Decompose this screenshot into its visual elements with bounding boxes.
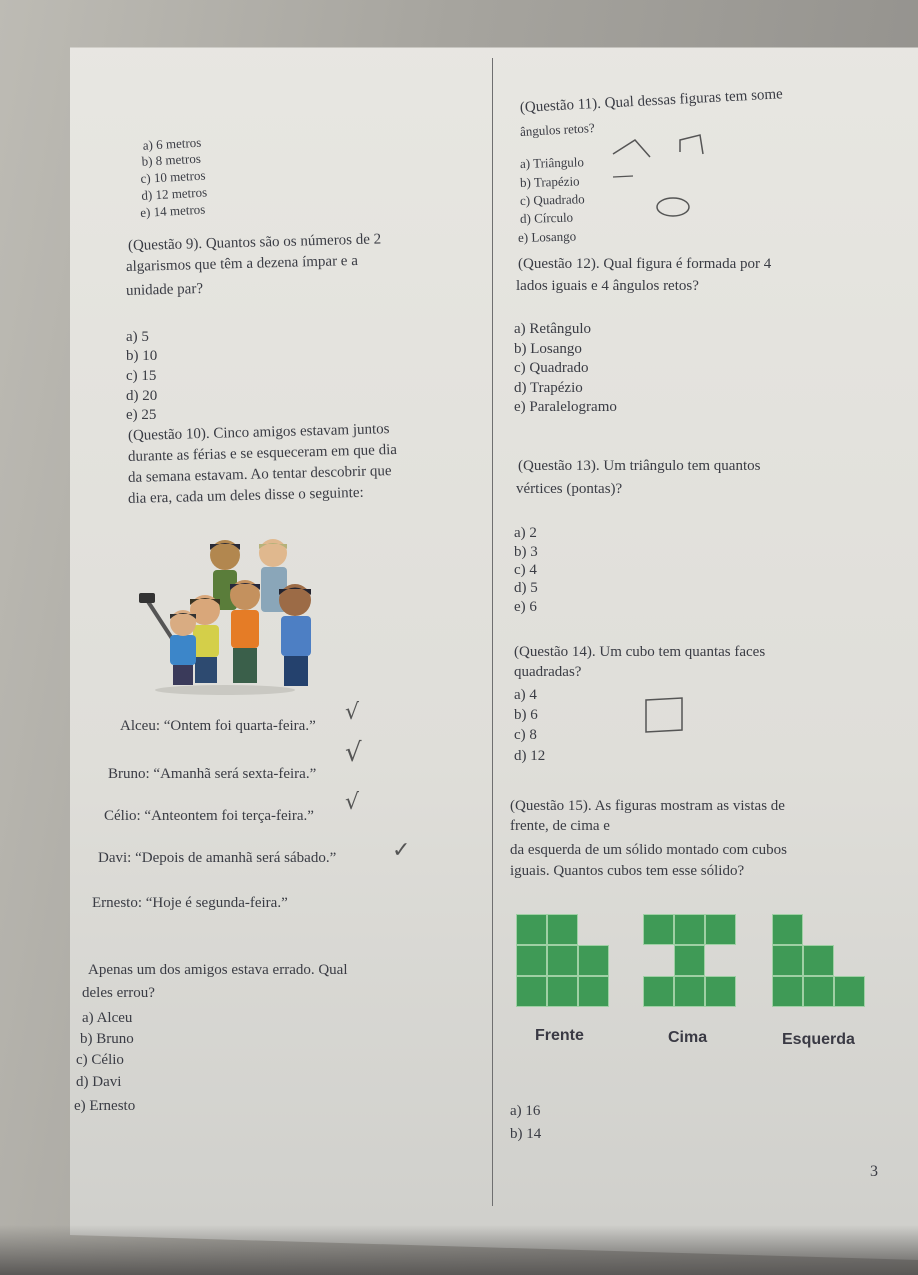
cube-face-square: [803, 945, 834, 976]
option: b) 6: [514, 707, 538, 723]
option: d) 12: [514, 748, 546, 764]
question-text: (Questão 10). Cinco amigos estavam juntos: [127, 421, 390, 444]
option: e) 6: [514, 599, 537, 615]
view-label-top: Cima: [668, 1029, 708, 1046]
option: a) 2: [514, 525, 537, 541]
cube-face-square: [643, 914, 674, 945]
friends-selfie-illustration: [135, 535, 325, 695]
cube-face-square: [516, 914, 547, 945]
option: b) Losango: [514, 341, 582, 357]
option: e) Ernesto: [74, 1098, 136, 1114]
cube-face-square: [803, 976, 834, 1007]
option: e) 14 metros: [139, 201, 206, 220]
option: c) 4: [514, 562, 537, 578]
question-text: (Questão 12). Qual figura é formada por 4: [518, 256, 772, 272]
cube-face-square: [772, 945, 803, 976]
cube-face-square: [772, 976, 803, 1007]
checkmark-icon: √: [345, 738, 362, 768]
cube-sketch-icon: [640, 690, 690, 735]
cube-face-square: [772, 914, 803, 945]
circle-icon: [657, 198, 689, 216]
option: b) Bruno: [80, 1031, 134, 1047]
question-text: da semana estavam. Ao tentar descobrir que: [127, 463, 392, 486]
checkmark-icon: √: [345, 790, 360, 815]
option: c) Célio: [76, 1052, 124, 1068]
question-text: algarismos que têm a dezena ímpar e a: [125, 252, 359, 275]
trapezoid-icon: [680, 135, 703, 154]
question-text: durante as férias e se esqueceram em que dia: [127, 441, 398, 465]
question-text: (Questão 11). Qual dessas figuras tem some: [519, 86, 784, 116]
option: b) 14: [510, 1126, 542, 1142]
option: c) Quadrado: [514, 360, 589, 376]
option: d) Trapézio: [514, 380, 583, 396]
statement-davi: Davi: “Depois de amanhã será sábado.”: [98, 850, 337, 866]
page-number: 3: [870, 1163, 878, 1180]
question-text: (Questão 15). As figuras mostram as vistas de: [510, 798, 785, 814]
front-view-grid: [516, 914, 616, 1018]
cube-face-square: [674, 976, 705, 1007]
option: e) 25: [126, 407, 157, 423]
question-text: quadradas?: [514, 664, 582, 680]
option: c) 10 metros: [140, 167, 206, 186]
option: c) 15: [126, 368, 157, 384]
option: d) 5: [514, 580, 538, 596]
question-text: da esquerda de um sólido montado com cubos: [510, 842, 788, 858]
cube-face-square: [547, 976, 578, 1007]
checkmark-icon: ✓: [392, 838, 411, 863]
question-text: unidade par?: [125, 280, 204, 299]
question-text: frente, de cima e: [510, 818, 610, 834]
question-text: iguais. Quantos cubos tem esse sólido?: [510, 863, 745, 879]
statement-ernesto: Ernesto: “Hoje é segunda-feira.”: [92, 895, 288, 911]
view-label-left: Esquerda: [782, 1031, 855, 1048]
cube-face-square: [516, 976, 547, 1007]
option: a) 6 metros: [142, 134, 202, 153]
option: d) 20: [126, 388, 158, 404]
cube-face-square: [547, 914, 578, 945]
checkmark-icon: √: [345, 700, 360, 725]
cube-face-square: [547, 945, 578, 976]
option: a) Triângulo: [519, 154, 585, 171]
cube-face-square: [578, 976, 609, 1007]
option: b) 3: [514, 544, 538, 560]
question-text: ângulos retos?: [519, 120, 596, 139]
column-divider: [492, 58, 493, 1206]
option: e) Losango: [517, 228, 577, 245]
question-text: (Questão 14). Um cubo tem quantas faces: [514, 644, 766, 660]
question-text: vértices (pontas)?: [516, 481, 623, 497]
question-text: deles errou?: [82, 985, 155, 1001]
option: d) Círculo: [519, 209, 574, 226]
left-view-grid: [772, 914, 872, 1018]
question-text: (Questão 13). Um triângulo tem quantos: [518, 458, 761, 474]
statement-bruno: Bruno: “Amanhã será sexta-feira.”: [108, 766, 317, 782]
option: b) Trapézio: [519, 173, 580, 190]
cube-face-square: [516, 945, 547, 976]
option: a) 16: [510, 1103, 541, 1119]
question-text: Apenas um dos amigos estava errado. Qual: [88, 962, 348, 978]
cube-face-square: [705, 914, 736, 945]
bottom-shadow: [0, 1225, 918, 1275]
option: d) Davi: [76, 1074, 122, 1090]
option: c) 8: [514, 727, 537, 743]
option: b) 10: [126, 348, 158, 364]
view-label-front: Frente: [535, 1027, 584, 1044]
cube-face-square: [674, 914, 705, 945]
top-view-grid: [643, 914, 743, 1018]
shapes-sketch: [605, 132, 715, 227]
cube-face-square: [578, 945, 609, 976]
question-text: (Questão 9). Quantos são os números de 2: [127, 231, 382, 254]
statement-alceu: Alceu: “Ontem foi quarta-feira.”: [120, 718, 316, 734]
option: a) Retângulo: [514, 321, 592, 337]
statement-celio: Célio: “Anteontem foi terça-feira.”: [104, 808, 314, 824]
triangle-icon: [613, 140, 650, 157]
question-text: lados iguais e 4 ângulos retos?: [516, 278, 699, 294]
cube-face-square: [643, 976, 674, 1007]
question-text: dia era, cada um deles disse o seguinte:: [127, 484, 364, 507]
option: e) Paralelogramo: [514, 399, 617, 415]
option: a) 5: [126, 329, 149, 345]
option: b) 8 metros: [141, 150, 202, 169]
option: a) 4: [514, 687, 537, 703]
cube-face-square: [834, 976, 865, 1007]
option: d) 12 metros: [141, 184, 208, 203]
option: c) Quadrado: [519, 191, 585, 208]
cube-face-square: [705, 976, 736, 1007]
cube-face-square: [674, 945, 705, 976]
option: a) Alceu: [82, 1010, 133, 1026]
